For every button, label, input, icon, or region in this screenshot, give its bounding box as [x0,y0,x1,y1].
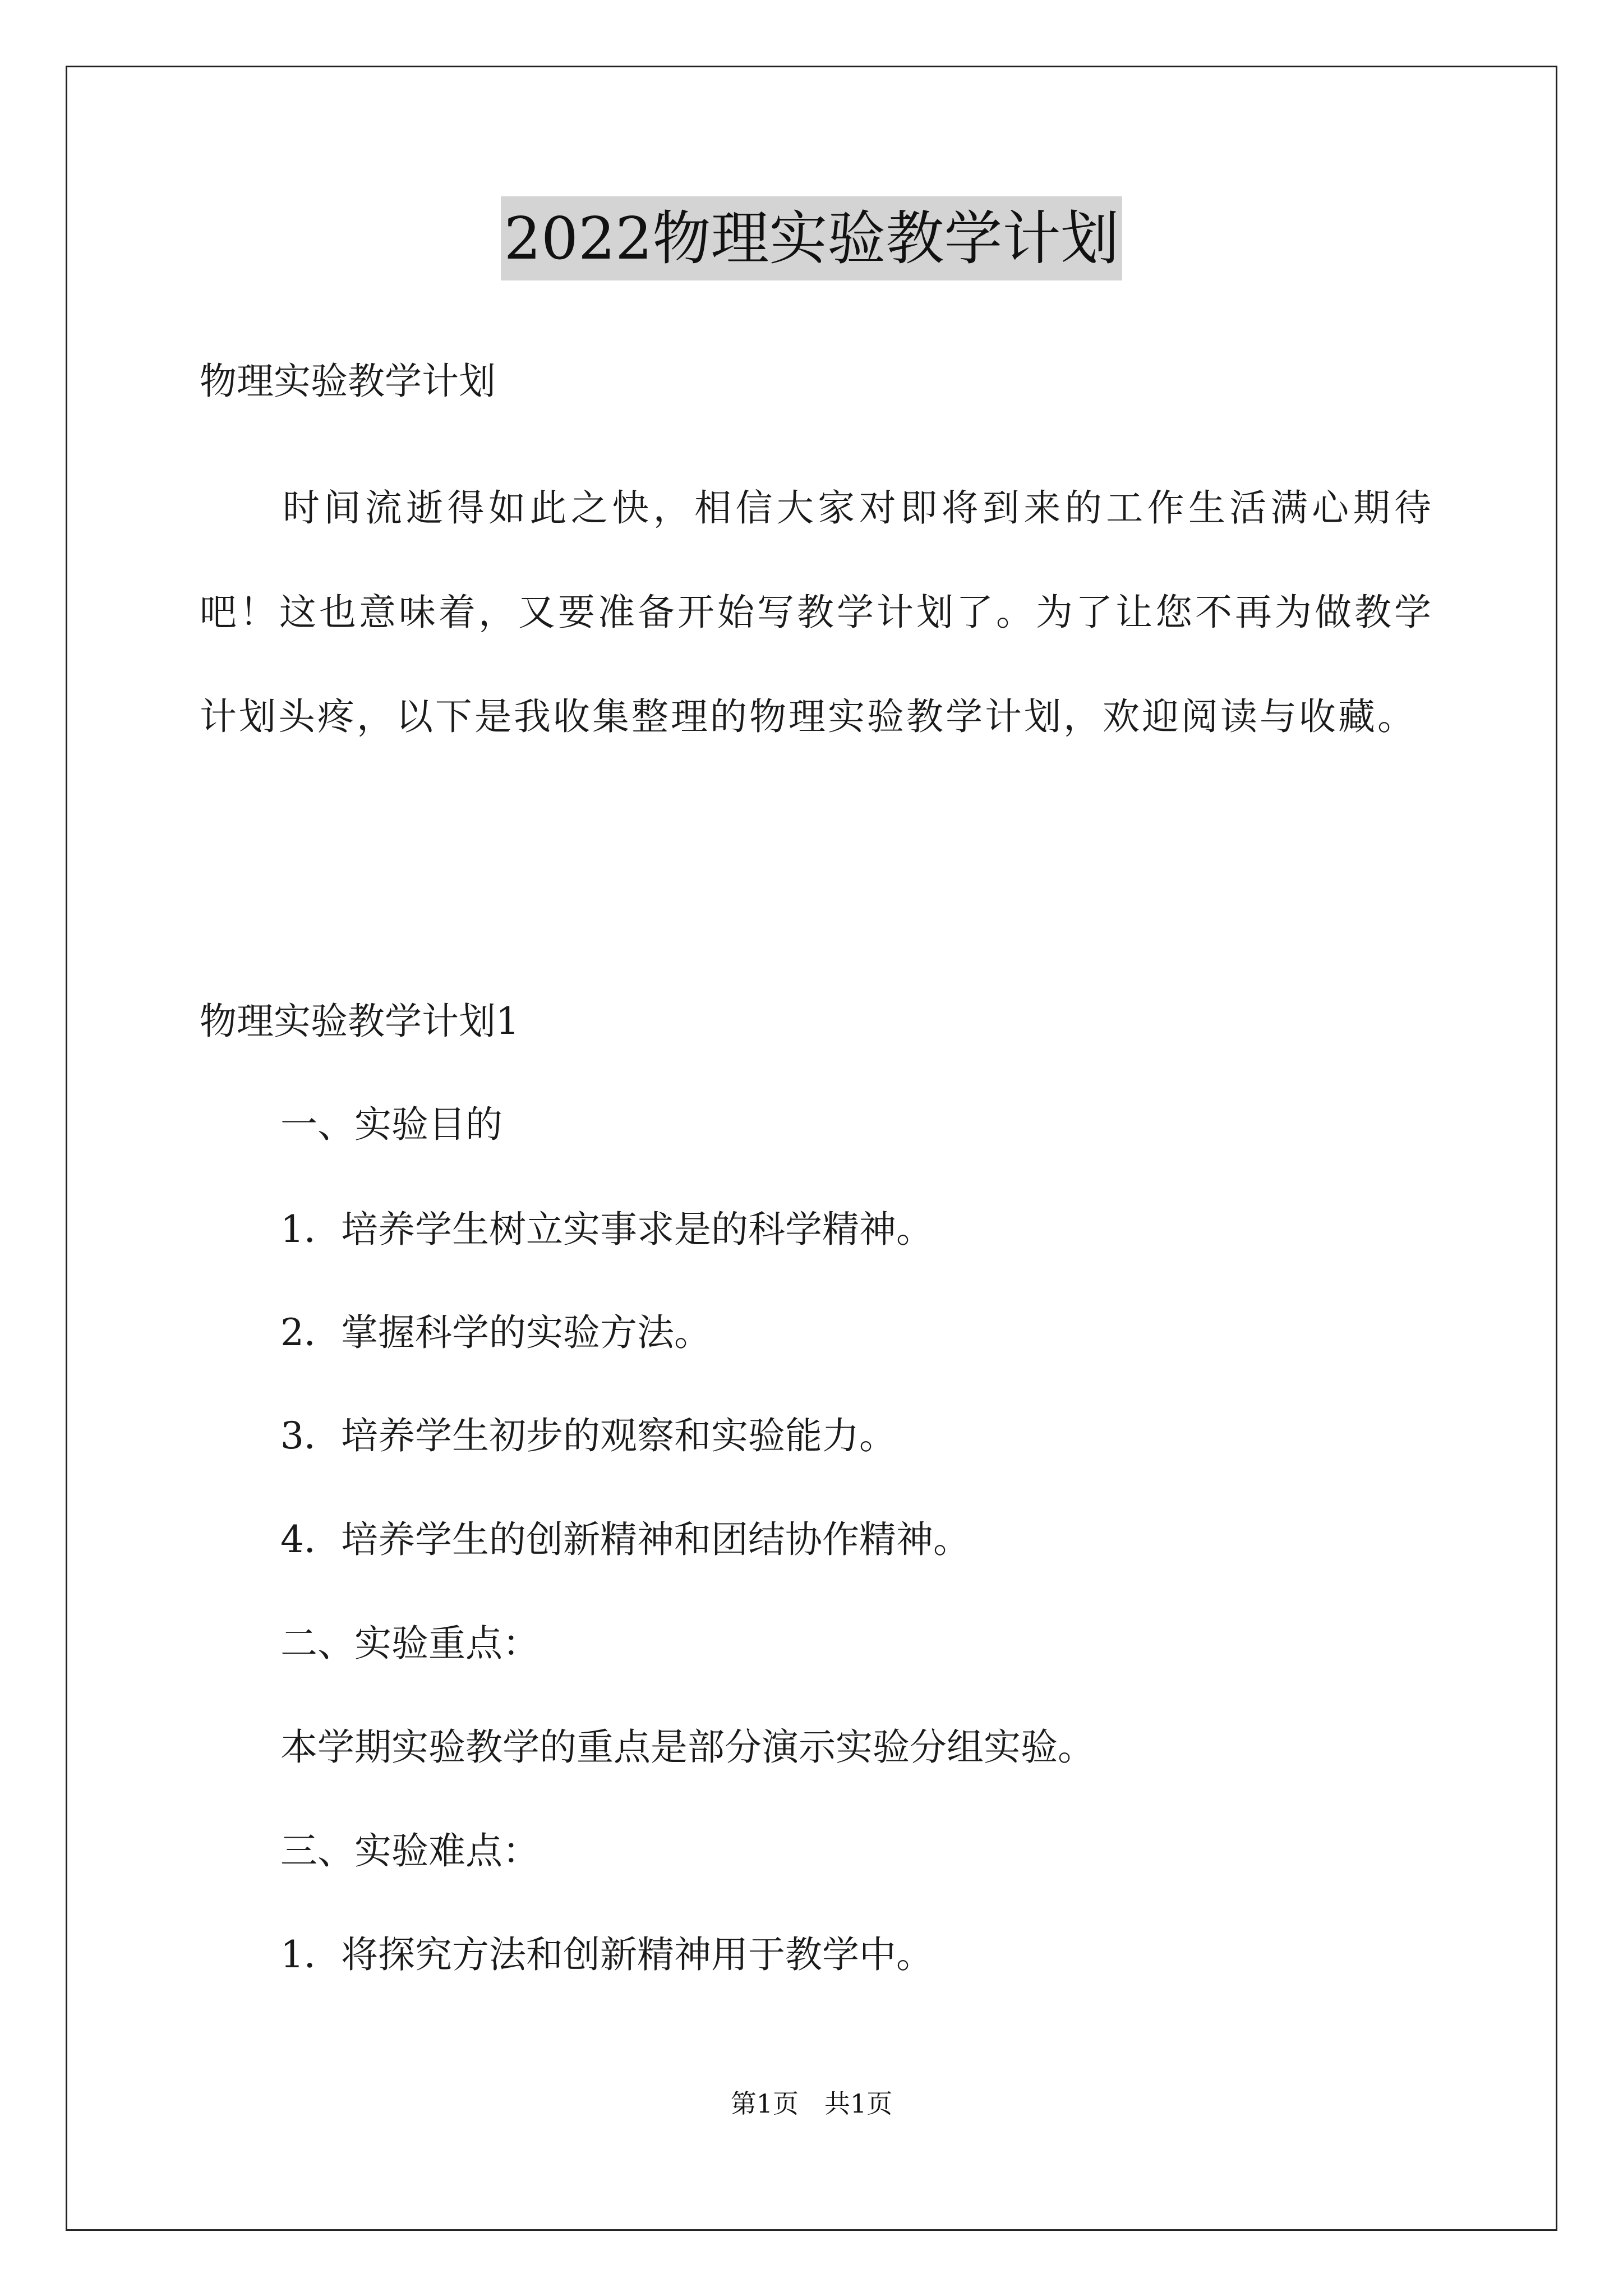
heading-difficulties: 三、实验难点： [280,1829,540,1872]
document-title: 2022物理实验教学计划 [501,196,1123,280]
heading-purpose: 一、实验目的 [280,1103,502,1146]
intro-paragraph: 时间流逝得如此之快，相信大家对即将到来的工作生活满心期待吧！这也意味着，又要准备开始写教学计划了。为了让您不再为做教学计划头疼，以下是我收集整理的物理实验教学计划，欢迎阅读与收藏。 [200,486,1433,738]
key-points-text: 本学期实验教学的重点是部分演示实验分组实验。 [280,1726,1095,1769]
list-item: 4．培养学生的创新精神和团结协作精神。 [280,1518,970,1561]
list-item: 1．将探究方法和创新精神用于教学中。 [280,1933,933,1976]
section-heading: 物理实验教学计划1 [200,1000,519,1043]
heading-key-points: 二、实验重点： [280,1622,540,1665]
title-container [0,196,1623,280]
list-item: 2．掌握科学的实验方法。 [280,1311,711,1354]
list-item: 3．培养学生初步的观察和实验能力。 [280,1414,896,1457]
list-item: 1．培养学生树立实事求是的科学精神。 [280,1208,933,1251]
document-subtitle: 物理实验教学计划 [200,360,496,403]
page-number-footer: 第1页 共1页 [730,2088,893,2119]
